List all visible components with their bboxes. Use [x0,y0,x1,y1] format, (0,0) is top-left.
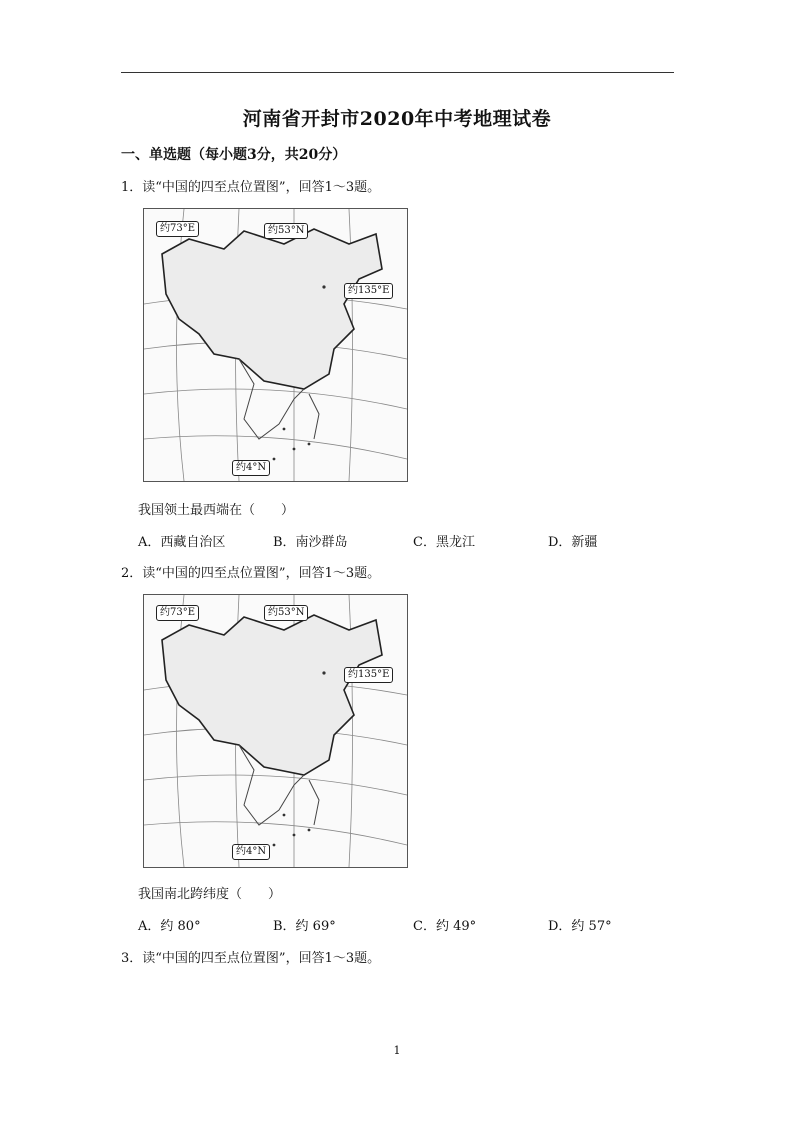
map-label-north: 约53°N [264,605,308,621]
page-title: 河南省开封市2020年中考地理试卷 [242,108,552,130]
option-d[interactable]: D．约 57° [548,919,612,934]
header-rule [121,72,674,73]
map-label-east: 约135°E [344,667,393,683]
question-2-intro: 2．读“中国的四至点位置图”，回答1～3题。 [121,566,381,581]
option-a[interactable]: A．西藏自治区 [138,535,226,550]
map-drawing [144,595,407,867]
map-label-north: 约53°N [264,223,308,239]
map-label-west: 约73°E [156,221,199,237]
question-1-stem: 我国领土最西端在（ ） [138,503,295,518]
question-1-options [138,531,698,549]
question-3-intro: 3．读“中国的四至点位置图”，回答1～3题。 [121,951,381,966]
china-extremes-map-2 [143,594,408,868]
map-label-east: 约135°E [344,283,393,299]
question-2-options [138,915,698,933]
question-2-stem: 我国南北跨纬度（ ） [138,887,282,902]
map-label-south: 约4°N [232,460,270,476]
option-d[interactable]: D．新疆 [548,535,598,550]
option-b[interactable]: B．约 69° [273,919,336,934]
option-c[interactable]: C．黑龙江 [413,535,475,550]
question-1-intro: 1．读“中国的四至点位置图”，回答1～3题。 [121,180,381,195]
option-b[interactable]: B．南沙群岛 [273,535,348,550]
map-label-south: 约4°N [232,844,270,860]
section-heading: 一、单选题（每小题3分，共20分） [121,147,347,163]
option-a[interactable]: A．约 80° [138,919,201,934]
map-label-west: 约73°E [156,605,199,621]
page-number: 1 [393,1044,401,1057]
option-c[interactable]: C．约 49° [413,919,477,934]
china-extremes-map-1 [143,208,408,482]
map-drawing [144,209,407,481]
